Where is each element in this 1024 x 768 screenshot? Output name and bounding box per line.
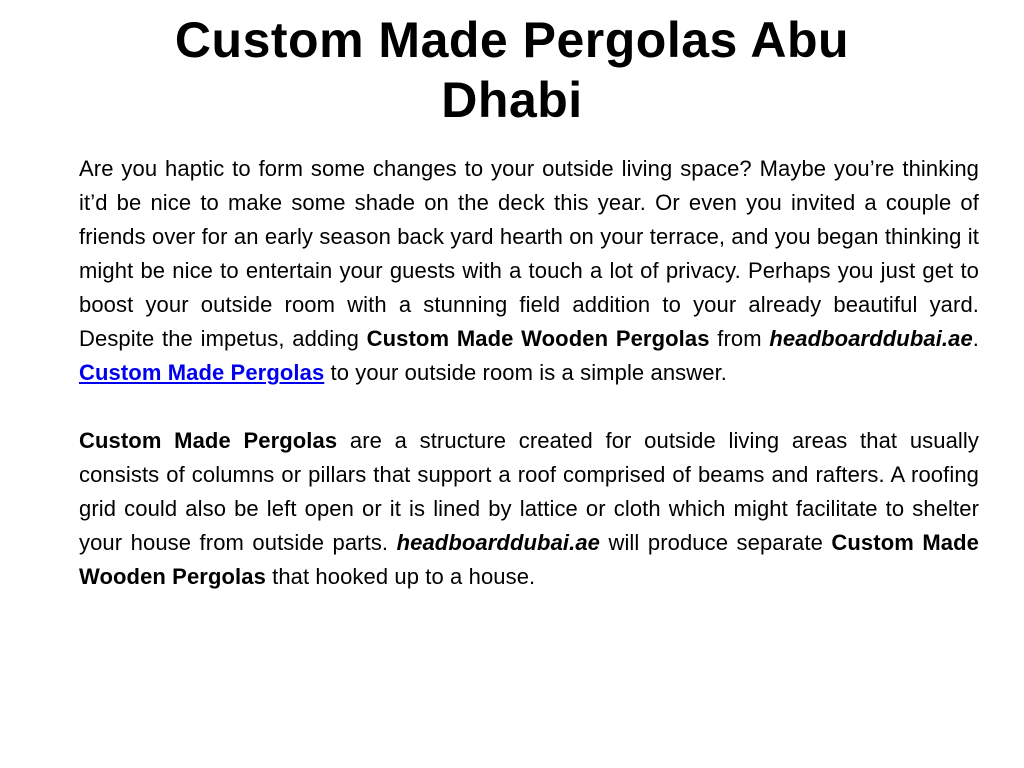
title-line-2: Dhabi: [441, 72, 583, 128]
keyword-custom-made-wooden-pergolas: Custom Made Wooden Pergolas: [366, 326, 710, 351]
title-line-1: Custom Made Pergolas Abu: [174, 12, 850, 68]
text-from: from: [709, 326, 770, 351]
keyword-custom-made-wooden-pergolas-2: Custom Made Wooden Pergolas: [79, 530, 979, 589]
text-will-produce: will produce separate: [600, 530, 832, 555]
page-title: [0, 10, 1024, 130]
custom-made-pergolas-link[interactable]: Custom Made Pergolas: [79, 360, 325, 385]
site-name: headboarddubai.ae: [769, 326, 973, 351]
description-text: are a structure created for outside living areas that usually consists of columns or pillars that support a roof comprised of beams and rafters. A roofing grid could also be left open or it is lined by lattice or cloth which might facilitate to shelter your house from outside parts.: [79, 428, 979, 555]
site-name-2: headboarddubai.ae: [396, 530, 600, 555]
keyword-custom-made-pergolas: Custom Made Pergolas: [79, 428, 338, 453]
intro-text: Are you haptic to form some changes to your outside living space? Maybe you’re thinking it’d be nice to make some shade on the deck this year. Or even you invited a couple of friends over for an early season back yard hearth on your terrace, and you began thinking it might be nice to entertain your guests with a touch a lot of privacy. Perhaps you just get to boost your outside room with a stunning field addition to your already beautiful yard. Despite the impetus, adding: [79, 156, 979, 351]
intro-ending: to your outside room is a simple answer.: [324, 360, 728, 385]
paragraph-description: [79, 424, 979, 594]
text-separator: .: [972, 326, 980, 351]
article-body: [79, 152, 979, 594]
paragraph-intro: [79, 152, 979, 390]
description-ending: that hooked up to a house.: [265, 564, 536, 589]
